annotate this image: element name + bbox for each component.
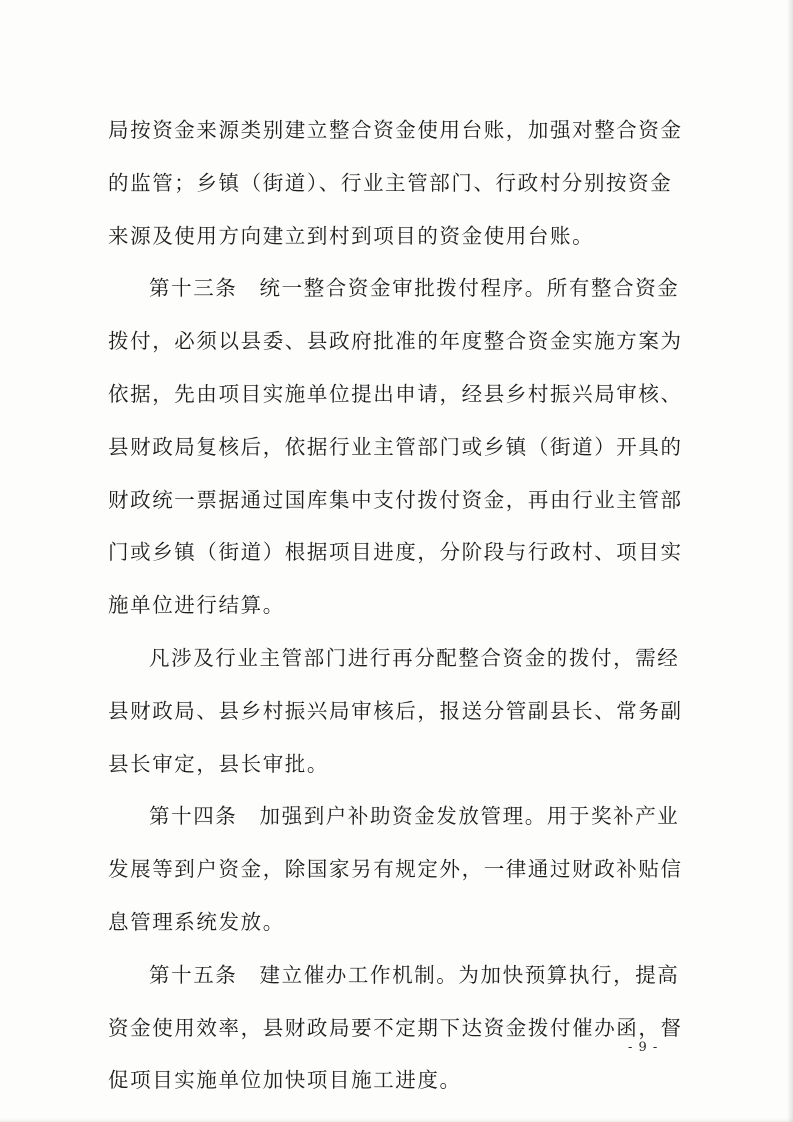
text-line: 县财政局复核后，依据行业主管部门或乡镇（街道）开具的: [108, 434, 683, 459]
text-line: 依据，先由项目实施单位提出申请，经县乡村振兴局审核、: [108, 381, 683, 406]
text-line: 的监管；乡镇（街道）、行业主管部门、行政村分别按资金: [108, 170, 673, 195]
text-line: 第十三条 统一整合资金审批拨付程序。所有整合资金: [149, 276, 680, 301]
page-number: - 9 -: [628, 1040, 659, 1055]
text-line: 县财政局、县乡村振兴局审核后，报送分管副县长、常务副: [108, 698, 683, 723]
text-line: 发展等到户资金，除国家另有规定外，一律通过财政补贴信: [108, 857, 683, 882]
text-line: 第十四条 加强到户补助资金发放管理。用于奖补产业: [149, 804, 680, 829]
text-line: 第十五条 建立催办工作机制。为加快预算执行，提高: [149, 962, 680, 987]
scan-edge-shadow: [787, 0, 793, 1122]
text-line: 财政统一票据通过国库集中支付拨付资金，再由行业主管部: [108, 487, 683, 512]
scan-edge-shadow: [0, 1118, 793, 1122]
text-line: 息管理系统发放。: [108, 909, 285, 934]
text-line: 局按资金来源类别建立整合资金使用台账，加强对整合资金: [108, 118, 683, 142]
text-line: 县长审定，县长审批。: [108, 751, 329, 776]
text-line: 拨付，必须以县委、县政府批准的年度整合资金实施方案为: [108, 329, 683, 354]
paragraph-article-13: [108, 262, 693, 632]
document-body: [108, 104, 693, 1107]
text-line: 凡涉及行业主管部门进行再分配整合资金的拨付，需经: [149, 645, 680, 670]
text-line: 施单位进行结算。: [108, 593, 285, 618]
paragraph-article-15: [108, 949, 693, 1107]
paragraph-article-14: [108, 790, 693, 948]
text-line: 门或乡镇（街道）根据项目进度，分阶段与行政村、项目实: [108, 540, 683, 565]
paragraph-reallocation: [108, 632, 693, 790]
paragraph-ledger: [108, 104, 693, 262]
text-line: 来源及使用方向建立到村到项目的资金使用台账。: [108, 223, 595, 248]
text-line: 促项目实施单位加快项目施工进度。: [108, 1068, 462, 1093]
text-line: 资金使用效率，县财政局要不定期下达资金拨付催办函，督: [108, 1015, 683, 1040]
